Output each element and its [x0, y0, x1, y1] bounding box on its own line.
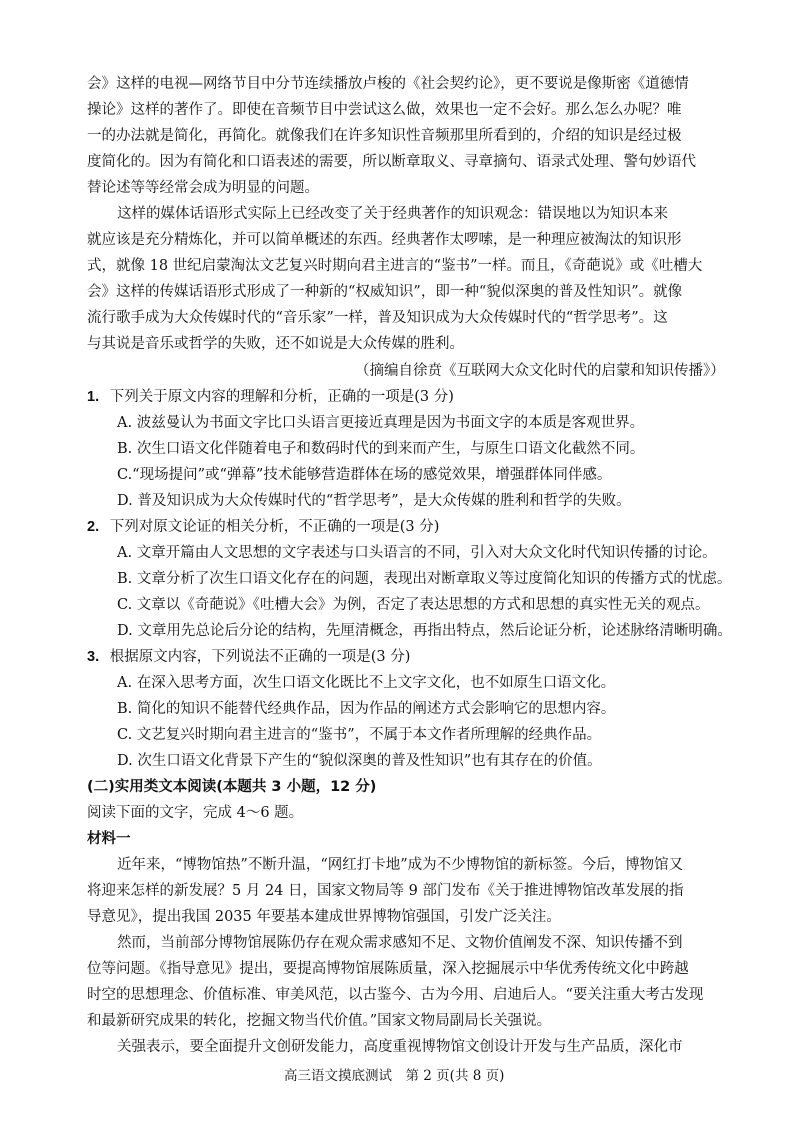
- passage-line: 式，就像 18 世纪启蒙淘汰文艺复兴时期向君主进言的“鉴书”一样。而且，《奇葩说》或《吐槽大: [87, 258, 703, 274]
- option-c: C.“现场提问”或“弹幕”技术能够营造群体在场的感觉效果，增强群体同伴感。: [117, 467, 612, 483]
- page-footer: 高三语文摸底测试 第 2 页(共 8 页): [284, 1068, 505, 1084]
- option-a: A. 文章开篇由人文思想的文字表述与口头语言的不同，引入对大众文化时代知识传播的讨论。: [117, 545, 717, 561]
- material-line: 然而，当前部分博物馆展陈仍存在观众需求感知不足、文物价值阐发不深、知识传播不到: [117, 935, 683, 951]
- material-line: 关强表示，要全面提升文创研发能力，高度重视博物馆文创设计开发与生产品质，深化市: [117, 1039, 683, 1055]
- section-instruction: 阅读下面的文字，完成 4～6 题。: [87, 805, 304, 821]
- passage-line: 替论述等等经常会成为明显的问题。: [87, 180, 319, 196]
- question-number: 2.: [87, 519, 100, 535]
- question-2: [87, 515, 439, 536]
- material-title: 材料一: [87, 831, 131, 847]
- passage-line: 流行歌手成为大众传媒时代的“音乐家”一样，普及知识成为大众传媒时代的“哲学思考”。这: [87, 310, 668, 326]
- material-line: 时空的思想理念、价值标准、审美风范，以古鉴今、古为今用、启迪后人。“要关注重大考古发现: [87, 987, 704, 1003]
- question-stem: 下列关于原文内容的理解和分析，正确的一项是(3 分): [109, 389, 454, 405]
- material-line: 和最新研究成果的转化，挖掘文物当代价值。”国家文物局副局长关强说。: [87, 1013, 552, 1029]
- option-d: D. 次生口语文化背景下产生的“貌似深奥的普及性知识”也有其存在的价值。: [117, 753, 602, 769]
- option-a: A. 波兹曼认为书面文字比口头语言更接近真理是因为书面文字的本质是客观世界。: [117, 415, 645, 431]
- material-line: 导意见》，提出我国 2035 年要基本建成世界博物馆强国，引发广泛关注。: [87, 909, 561, 925]
- question-3: [87, 645, 410, 666]
- question-stem: 下列对原文论证的相关分析，不正确的一项是(3 分): [109, 519, 440, 535]
- option-b: B. 简化的知识不能替代经典作品，因为作品的阐述方式会影响它的思想内容。: [117, 701, 616, 717]
- question-stem: 根据原文内容，下列说法不正确的一项是(3 分): [109, 649, 411, 665]
- option-d: D. 文章用先总论后分论的结构，先厘清概念，再指出特点，然后论证分析，论述脉络清晰明确。: [117, 623, 732, 639]
- option-c: C. 文艺复兴时期向君主进言的“鉴书”，不属于本文作者所理解的经典作品。: [117, 727, 602, 743]
- passage-line: 就应该是充分精炼化，并可以简单概述的东西。经典著作太啰嗦，是一种理应被淘汰的知识形: [87, 232, 682, 248]
- passage-line: 度简化的。因为有简化和口语表述的需要，所以断章取义、寻章摘句、语录式处理、警句妙语代: [87, 154, 696, 170]
- option-a: A. 在深入思考方面，次生口语文化既比不上文字文化，也不如原生口语文化。: [117, 675, 616, 691]
- material-line: 近年来，“博物馆热”不断升温，“网红打卡地”成为不少博物馆的新标签。今后，博物馆又: [117, 857, 684, 873]
- material-line: 将迎来怎样的新发展？5 月 24 日，国家文物局等 9 部门发布《关于推进博物馆改革发展的指: [87, 883, 684, 899]
- passage-line: 与其说是音乐或哲学的失败，还不如说是大众传媒的胜利。: [87, 336, 464, 352]
- question-number: 3.: [87, 649, 100, 665]
- passage-source: （摘编自徐贲《互联网大众文化时代的启蒙和知识传播》）: [355, 363, 725, 379]
- passage-line: 会》这样的电视—网络节目中分节连续播放卢梭的《社会契约论》，更不要说是像斯密《道德情: [87, 76, 689, 92]
- passage-line: 这样的媒体话语形式实际上已经改变了关于经典著作的知识观念：错误地以为知识本来: [117, 206, 668, 222]
- option-b: B. 次生口语文化伴随着电子和数码时代的到来而产生，与原生口语文化截然不同。: [117, 441, 645, 457]
- passage-line: 一的办法就是简化，再简化。就像我们在许多知识性音频那里所看到的，介绍的知识是经过极: [87, 128, 682, 144]
- passage-line: 会》这样的传媒话语形式形成了一种新的“权威知识”，即一种“貌似深奥的普及性知识”。就像: [87, 284, 683, 300]
- option-c: C. 文章以《奇葩说》《吐槽大会》为例，否定了表达思想的方式和思想的真实性无关的观点。: [117, 597, 710, 613]
- option-b: B. 文章分析了次生口语文化存在的问题，表现出对断章取义等过度简化知识的传播方式的忧虑。: [117, 571, 732, 587]
- section-heading: (二)实用类文本阅读(本题共 3 小题，12 分): [87, 779, 377, 795]
- question-number: 1.: [87, 389, 100, 405]
- option-d: D. 普及知识成为大众传媒时代的“哲学思考”，是大众传媒的胜利和哲学的失败。: [117, 493, 631, 509]
- passage-line: 操论》这样的著作了。即使在音频节目中尝试这么做，效果也一定不会好。那么怎么办呢？唯: [87, 102, 682, 118]
- material-line: 位等问题。《指导意见》提出，要提高博物馆展陈质量，深入挖掘展示中华优秀传统文化中跨越: [87, 961, 689, 977]
- question-1: [87, 385, 454, 406]
